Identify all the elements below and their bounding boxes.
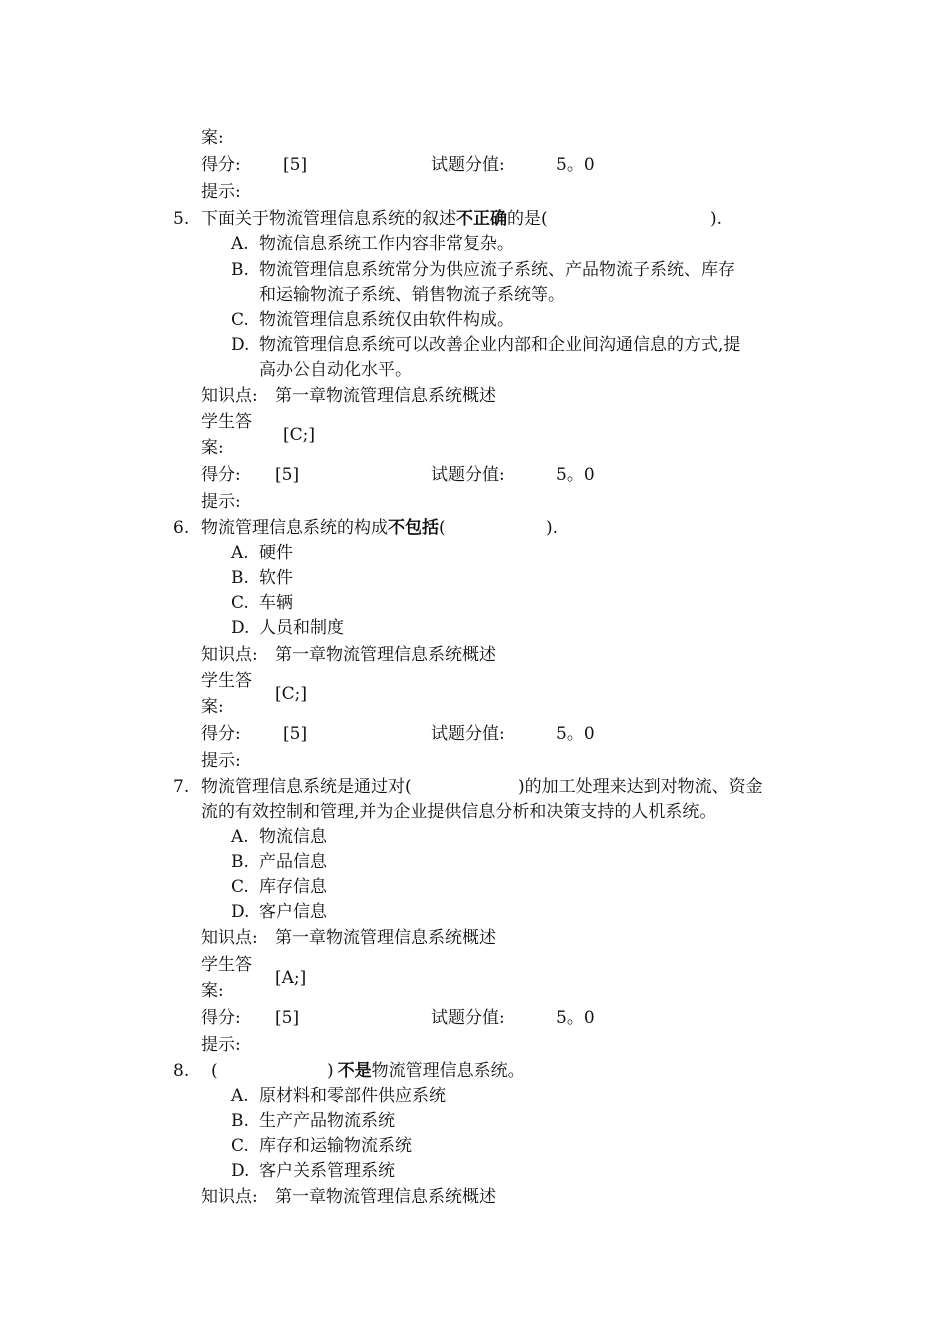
question-number: 8. [173, 1061, 190, 1081]
score-value: [5] [283, 155, 308, 175]
option-letter: C. [231, 1136, 249, 1156]
option-text: 车辆 [259, 593, 293, 613]
option-text: 物流信息系统工作内容非常复杂。 [259, 234, 514, 254]
points-label: 试题分值: [431, 155, 505, 175]
knowledge-value: 第一章物流管理信息系统概述 [275, 928, 496, 948]
points-value: 5。0 [556, 465, 595, 485]
points-label: 试题分值: [431, 465, 505, 485]
option-text: 库存信息 [259, 877, 327, 897]
option-letter: A. [231, 827, 249, 847]
score-label: 得分: [201, 1008, 241, 1028]
option-letter: B. [231, 1111, 249, 1131]
answer-label-tail: 案: [201, 697, 224, 717]
student-answer-value: [C;] [283, 425, 315, 445]
stem-emphasis: 不包括 [388, 518, 439, 538]
score-value: [5] [275, 465, 300, 485]
points-value: 5。0 [556, 155, 595, 175]
student-answer-label: 学生答 [201, 412, 252, 432]
option-text: 客户关系管理系统 [259, 1161, 395, 1181]
question-number: 5. [173, 209, 190, 229]
knowledge-label: 知识点: [201, 1187, 258, 1207]
stem-emphasis: 不是 [337, 1061, 372, 1081]
stem-text: )的加工处理来达到对物流、资金 [518, 777, 763, 797]
stem-text: ). [546, 518, 559, 538]
question-number: 7. [173, 777, 190, 797]
option-letter: D. [231, 618, 250, 638]
stem-text: 物流管理信息系统的构成 [201, 518, 388, 538]
option-text: 物流管理信息系统常分为供应流子系统、产品物流子系统、库存 [259, 260, 735, 280]
option-letter: B. [231, 260, 249, 280]
question-stem [201, 207, 548, 232]
answer-label-tail: 案: [201, 438, 224, 458]
stem-text: ). [710, 209, 723, 229]
option-letter: C. [231, 877, 249, 897]
option-text: 生产产品物流系统 [259, 1111, 395, 1131]
option-letter: A. [231, 1086, 249, 1106]
stem-text: ( [211, 1061, 218, 1081]
option-text: 原材料和零部件供应系统 [259, 1086, 446, 1106]
question-stem [201, 516, 446, 541]
option-text: 高办公自动化水平。 [259, 360, 412, 380]
stem-text: 下面关于物流管理信息系统的叙述 [201, 209, 456, 229]
option-letter: C. [231, 593, 249, 613]
option-text: 硬件 [259, 543, 293, 563]
question-number: 6. [173, 518, 190, 538]
option-letter: D. [231, 335, 250, 355]
hint-label: 提示: [201, 182, 241, 202]
knowledge-value: 第一章物流管理信息系统概述 [275, 386, 496, 406]
option-letter: A. [231, 234, 249, 254]
student-answer-label: 学生答 [201, 671, 252, 691]
points-value: 5。0 [556, 724, 595, 744]
points-label: 试题分值: [431, 1008, 505, 1028]
option-letter: D. [231, 1161, 250, 1181]
stem-text: ) [327, 1061, 334, 1081]
option-text: 产品信息 [259, 852, 327, 872]
stem-emphasis: 不正确 [456, 209, 507, 229]
points-value: 5。0 [556, 1008, 595, 1028]
option-letter: C. [231, 310, 249, 330]
hint-label: 提示: [201, 1035, 241, 1055]
option-letter: D. [231, 902, 250, 922]
option-text: 物流管理信息系统仅由软件构成。 [259, 310, 514, 330]
answer-label-tail: 案: [201, 128, 224, 148]
student-answer-value: [A;] [275, 968, 307, 988]
knowledge-label: 知识点: [201, 928, 258, 948]
option-text: 软件 [259, 568, 293, 588]
score-value: [5] [283, 724, 308, 744]
option-letter: A. [231, 543, 249, 563]
knowledge-label: 知识点: [201, 645, 258, 665]
hint-label: 提示: [201, 492, 241, 512]
stem-text: ( [439, 518, 446, 538]
option-letter: B. [231, 568, 249, 588]
student-answer-label: 学生答 [201, 955, 252, 975]
question-stem: 物流管理信息系统是通过对( [201, 777, 412, 797]
option-text: 物流信息 [259, 827, 327, 847]
question-stem [327, 1059, 525, 1084]
option-text: 物流管理信息系统可以改善企业内部和企业间沟通信息的方式,提 [259, 335, 741, 355]
student-answer-value: [C;] [275, 684, 307, 704]
option-text: 人员和制度 [259, 618, 344, 638]
question-stem: 流的有效控制和管理,并为企业提供信息分析和决策支持的人机系统。 [201, 802, 717, 822]
option-text: 和运输物流子系统、销售物流子系统等。 [259, 285, 565, 305]
score-value: [5] [275, 1008, 300, 1028]
answer-label-tail: 案: [201, 981, 224, 1001]
option-letter: B. [231, 852, 249, 872]
option-text: 库存和运输物流系统 [259, 1136, 412, 1156]
score-label: 得分: [201, 724, 241, 744]
knowledge-label: 知识点: [201, 386, 258, 406]
stem-text: 物流管理信息系统。 [371, 1061, 525, 1081]
stem-text: 的是( [507, 209, 548, 229]
knowledge-value: 第一章物流管理信息系统概述 [275, 645, 496, 665]
knowledge-value: 第一章物流管理信息系统概述 [275, 1187, 496, 1207]
hint-label: 提示: [201, 751, 241, 771]
score-label: 得分: [201, 465, 241, 485]
score-label: 得分: [201, 155, 241, 175]
points-label: 试题分值: [431, 724, 505, 744]
option-text: 客户信息 [259, 902, 327, 922]
